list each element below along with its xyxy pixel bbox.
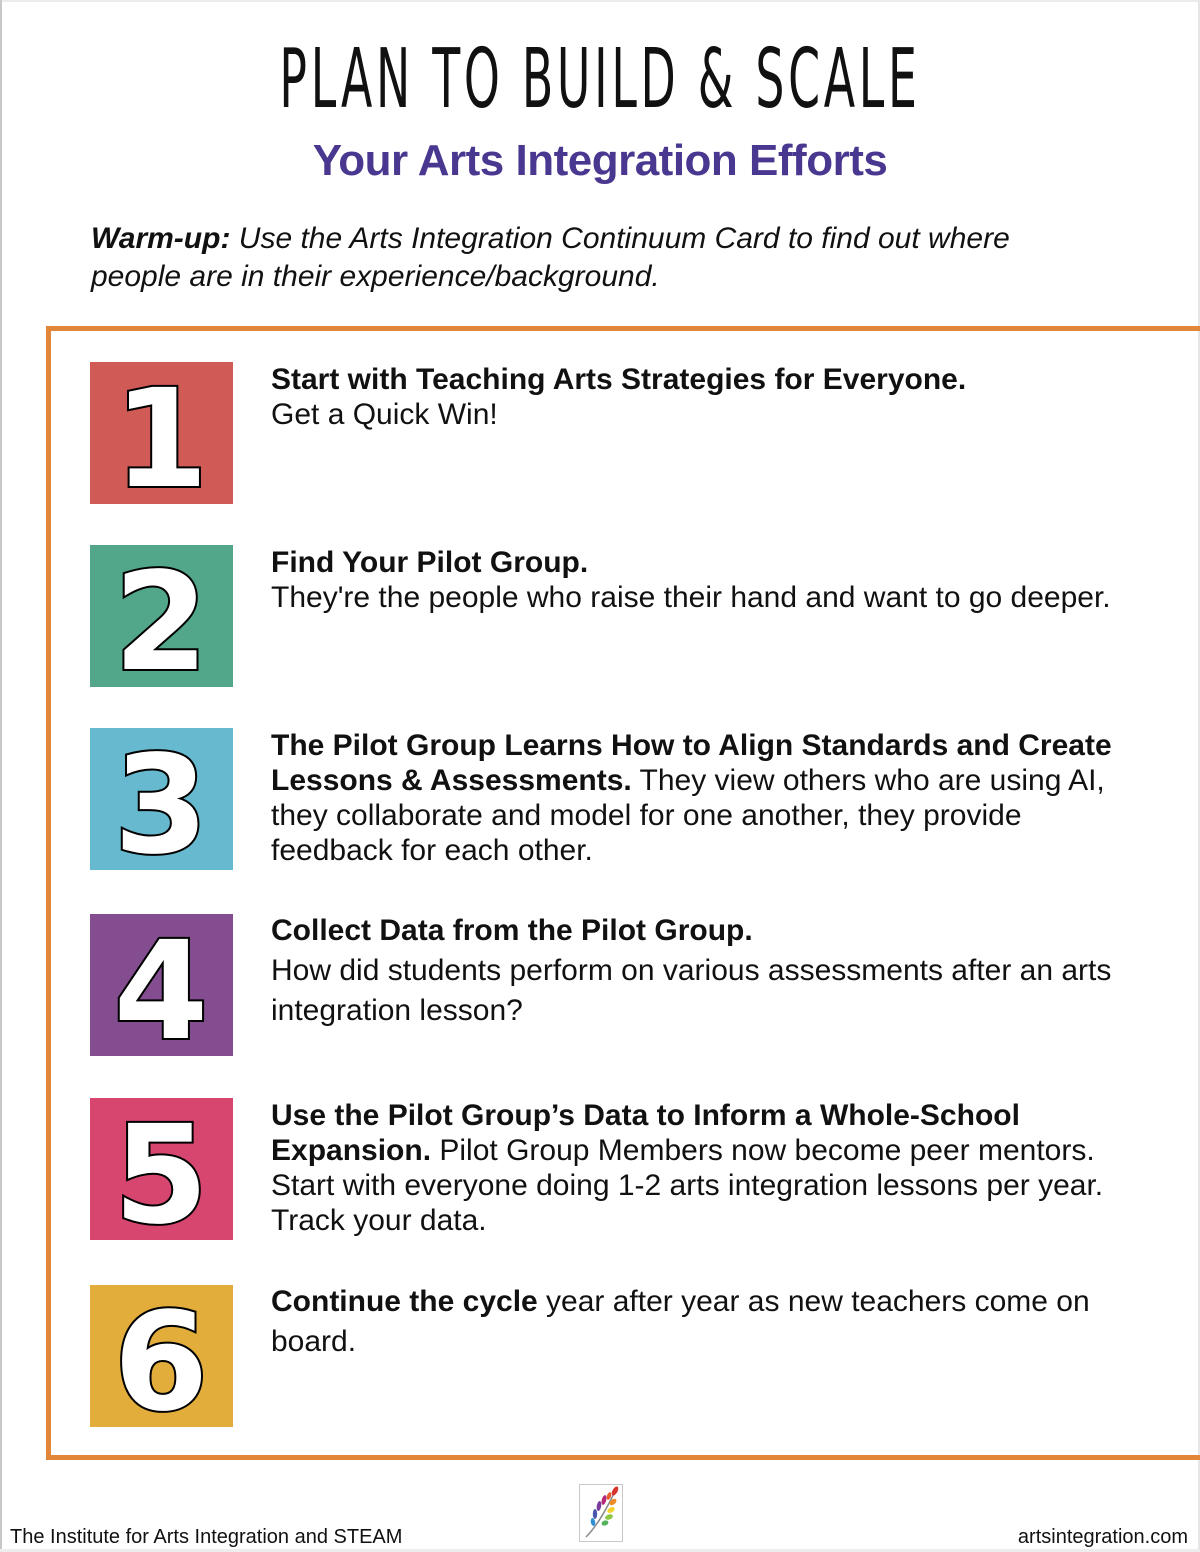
footer-organization: The Institute for Arts Integration and STEAM [10, 1526, 403, 1548]
step-heading: Use the Pilot Group’s Data to Inform a Whole-School Expansion. [271, 1099, 1020, 1167]
step-text [271, 728, 1121, 868]
page-edge-top [0, 0, 1200, 2]
number-4-icon [90, 914, 233, 1056]
warmup-paragraph [91, 220, 1091, 296]
step-text [271, 545, 1121, 615]
page-title: PLAN TO BUILD & SCALE [279, 32, 921, 127]
step-description: They view others who are using AI, they collaborate and model for one another, they provide feedback for each other. [271, 764, 1105, 867]
page-subtitle: Your Arts Integration Efforts [312, 136, 888, 185]
step-number-badge [90, 914, 233, 1056]
step-text [271, 1282, 1121, 1362]
step-heading: Collect Data from the Pilot Group. [271, 914, 753, 947]
leaf-branch-logo-icon [579, 1484, 623, 1542]
number-5-icon [90, 1098, 233, 1240]
step-number-badge [90, 1285, 233, 1427]
step-description: Pilot Group Members now become peer mentors. Start with everyone doing 1-2 arts integration lessons per year. Track your data. [271, 1134, 1104, 1237]
step-number-badge [90, 1098, 233, 1240]
svg-text:3: 3 [113, 728, 209, 870]
step-description: How did students perform on various assessments after an arts integration lesson? [271, 954, 1112, 1027]
number-1-icon [90, 362, 233, 504]
step-number-badge [90, 545, 233, 687]
step-description: They're the people who raise their hand and want to go deeper. [271, 581, 1111, 614]
step-heading: Find Your Pilot Group. [271, 546, 589, 579]
number-3-icon [90, 728, 233, 870]
svg-text:4: 4 [113, 914, 209, 1056]
number-2-icon [90, 545, 233, 687]
step-heading: Continue the cycle [271, 1285, 538, 1318]
footer-website-link[interactable]: artsintegration.com [1017, 1526, 1188, 1548]
svg-text:2: 2 [113, 545, 209, 687]
step-description: Get a Quick Win! [271, 398, 498, 431]
step-text [271, 362, 1121, 432]
step-text [271, 911, 1121, 1031]
warmup-label: Warm-up: [91, 222, 231, 255]
warmup-text: Use the Arts Integration Continuum Card to find out where people are in their experience/background. [91, 222, 1010, 293]
step-heading: Start with Teaching Arts Strategies for Everyone. [271, 363, 967, 396]
step-number-badge [90, 728, 233, 870]
step-description: year after year as new teachers come on board. [271, 1285, 1090, 1358]
step-number-badge [90, 362, 233, 504]
number-6-icon [90, 1285, 233, 1427]
svg-text:1: 1 [113, 362, 209, 504]
step-text [271, 1098, 1121, 1238]
page-edge-left [0, 0, 2, 1552]
step-heading: The Pilot Group Learns How to Align Standards and Create Lessons & Assessments. [271, 729, 1112, 797]
svg-text:5: 5 [113, 1098, 209, 1240]
svg-text:6: 6 [113, 1285, 209, 1427]
